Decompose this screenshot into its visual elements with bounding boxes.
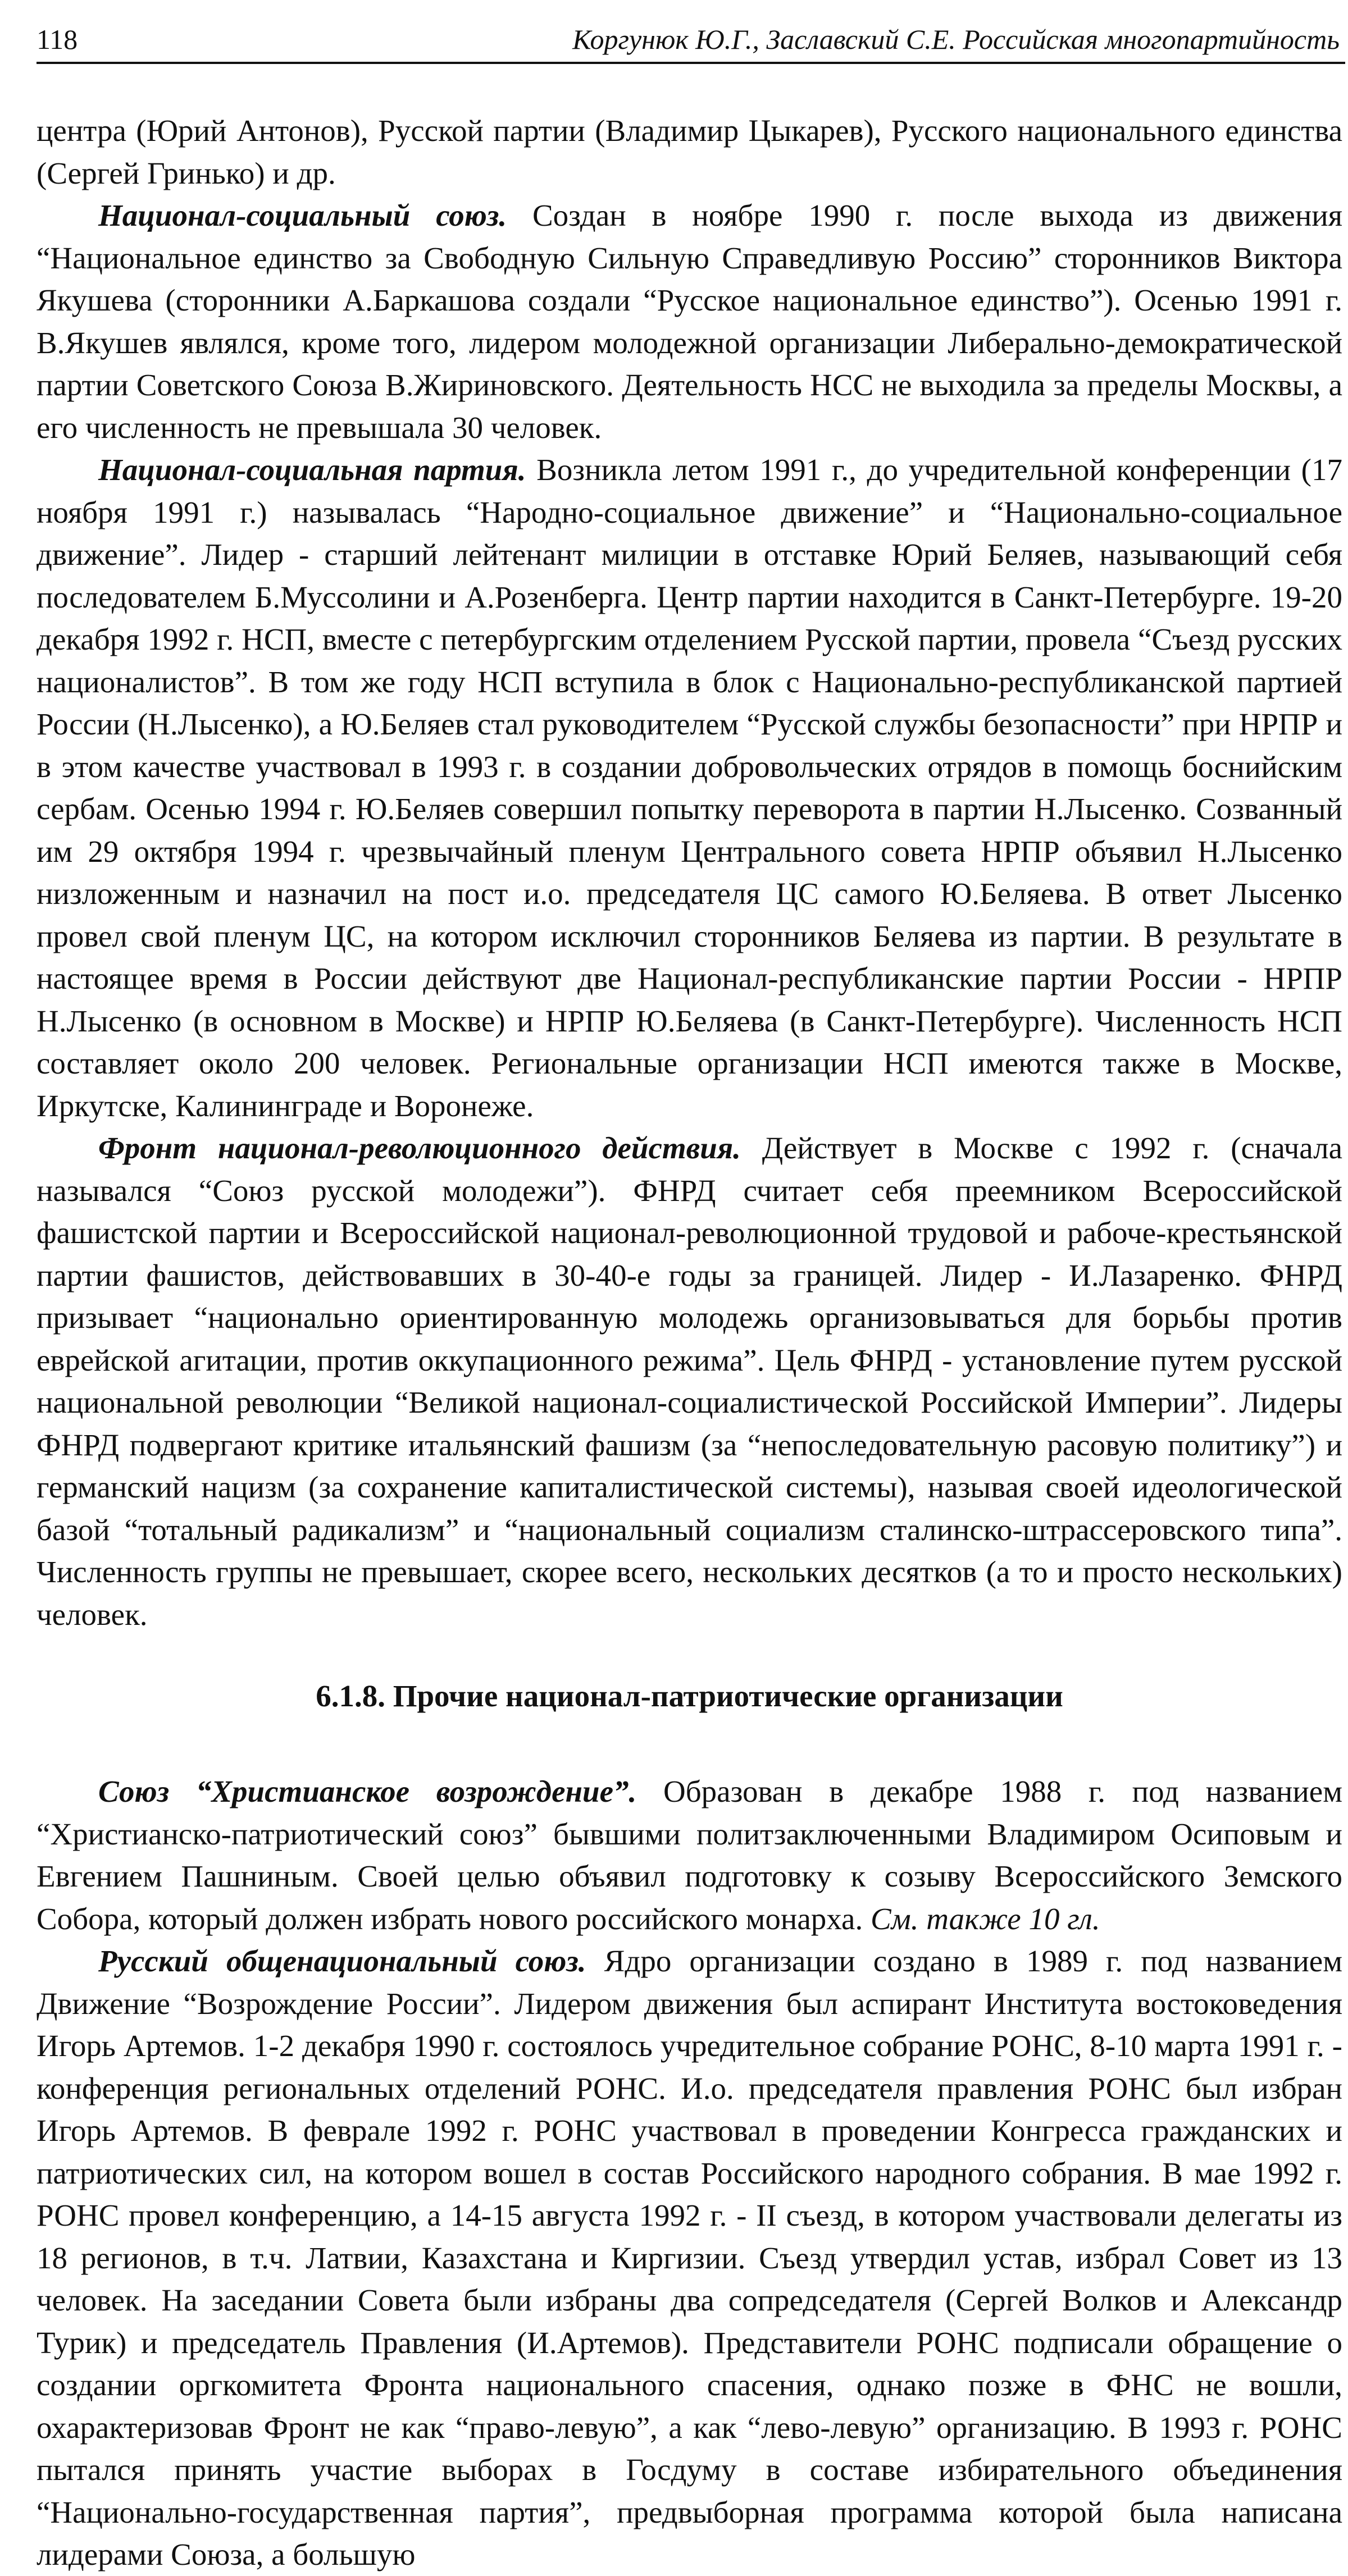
entry-heading: Национал-социальный союз. — [98, 198, 507, 232]
paragraph-text: Создан в ноябре 1990 г. после выхода из движения “Национальное единство за Свободную Сильную Справедливую Россию” сторонников Виктора Якушева (сторонники А.Баркашова создали “Русское национальное единство”). Осенью 1991 г. В.Якушев являлся, кроме того, лидером молодежной организации Либерально-демократической партии Советского Союза В.Жириновского. Деятельность НСС не выходила за пределы Москвы, а его численность не превышала 30 человек. — [37, 198, 1343, 445]
paragraph-continuation — [37, 109, 1342, 194]
entry-heading: Фронт национал-революционного действия. — [98, 1131, 741, 1165]
see-also-reference: См. также 10 гл. — [870, 1901, 1100, 1936]
paragraph-nss — [37, 194, 1342, 449]
paragraph-christian-revival — [37, 1770, 1342, 1940]
paragraph-text: центра (Юрий Антонов), Русской партии (Владимир Цыкарев), Русского национального единства (Сергей Гринько) и др. — [37, 113, 1342, 190]
page-number: 118 — [37, 24, 78, 55]
paragraph-text: Образован в декабре 1988 г. под названием “Христианско-патриотический союз” бывшими политзаключенными Владимиром Осиповым и Евгением Пашниным. Своей целью объявил подготовку к созыву Всероссийского Земского Собора, который должен избрать нового российского монарха. — [37, 1774, 1343, 1936]
running-title: Коргунюк Ю.Г., Заславский С.Е. Российская многопартийность — [572, 24, 1340, 55]
paragraph-text: Возникла летом 1991 г., до учредительной конференции (17 ноября 1991 г.) называлась “Народно-социальное движение” и “Национально-социальное движение”. Лидер - старший лейтенант милиции в отставке Юрий Беляев, называющий себя последователем Б.Муссолини и А.Розенберга. Центр партии находится в Санкт-Петербурге. 19-20 декабря 1992 г. НСП, вместе с петербургским отделением Русской партии, провела “Съезд русских националистов”. В том же году НСП вступила в блок с Национально-республиканской партией России (Н.Лысенко), а Ю.Беляев стал руководителем “Русской службы безопасности” при НРПР и в этом качестве участвовал в 1993 г. в создании добровольческих отрядов в помощь боснийским сербам. Осенью 1994 г. Ю.Беляев совершил попытку переворота в партии Н.Лысенко. Созванный им 29 октября 1994 г. чрезвычайный пленум Центрального совета НРПР объявил Н.Лысенко низложенным и назначил на пост и.о. председателя ЦС самого Ю.Беляева. В ответ Лысенко провел свой пленум ЦС, на котором исключил сторонников Беляева из партии. В результате в настоящее время в России действуют две Национал-республиканские партии России - НРПР Н.Лысенко (в основном в Москве) и НРПР Ю.Беляева (в Санкт-Петербурге). Численность НСП составляет около 200 человек. Региональные организации НСП имеются также в Москве, Иркутске, Калининграде и Воронеже. — [37, 453, 1343, 1123]
paragraph-nsp — [37, 449, 1342, 1127]
entry-heading: Русский общенациональный союз. — [98, 1944, 586, 1978]
paragraph-fnrd — [37, 1127, 1342, 1636]
entry-heading: Союз “Христианское возрождение”. — [98, 1774, 637, 1808]
paragraph-rons — [37, 1940, 1342, 2576]
section-heading: 6.1.8. Прочие национал-патриотические организации — [316, 1679, 1063, 1713]
entry-heading: Национал-социальная партия. — [98, 453, 526, 487]
running-head — [37, 17, 1345, 64]
body-text — [37, 109, 1342, 2576]
paragraph-text: Действует в Москве с 1992 г. (сначала назывался “Союз русской молодежи”). ФНРД считает себя преемником Всероссийской фашистской партии и Всероссийской национал-революционной трудовой и рабоче-крестьянской партии фашистов, действовавших в 30-40-е годы за границей. Лидер - И.Лазаренко. ФНРД призывает “национально ориентированную молодежь организовываться для борьбы против еврейской агитации, против оккупационного режима”. Цель ФНРД - установление путем русской национальной революции “Великой национал-социалистической Российской Империи”. Лидеры ФНРД подвергают критике итальянский фашизм (за “непоследовательную расовую политику”) и германский нацизм (за сохранение капиталистической системы), называя своей идеологической базой “тотальный радикализм” и “национальный социализм сталинско-штрассеровского типа”. Численность группы не превышает, скорее всего, нескольких десятков (а то и просто нескольких) человек. — [37, 1131, 1342, 1632]
paragraph-text: Ядро организации создано в 1989 г. под названием Движение “Возрождение России”. Лидером движения был аспирант Института востоковедения Игорь Артемов. 1-2 декабря 1990 г. состоялось учредительное собрание РОНС, 8-10 марта 1991 г. - конференция региональных отделений РОНС. И.о. председателя правления РОНС был избран Игорь Артемов. В феврале 1992 г. РОНС участвовал в проведении Конгресса гражданских и патриотических сил, на котором вошел в состав Российского народного собрания. В мае 1992 г. РОНС провел конференцию, а 14-15 августа 1992 г. - II съезд, в котором участвовали делегаты из 18 регионов, в т.ч. Латвии, Казахстана и Киргизии. Съезд утвердил устав, избрал Совет из 13 человек. На заседании Совета были избраны два сопредседателя (Сергей Волков и Александр Турик) и председатель Правления (И.Артемов). Представители РОНС подписали обращение о создании оргкомитета Фронта национального спасения, однако позже в ФНС не вошли, охарактеризовав Фронт не как “право-левую”, а как “лево-левую” организацию. В 1993 г. РОНС пытался принять участие выборах в Госдуму в составе избирательного объединения “Национально-государственная партия”, предвыборная программа которой была написана лидерами Союза, а большую — [37, 1944, 1342, 2572]
